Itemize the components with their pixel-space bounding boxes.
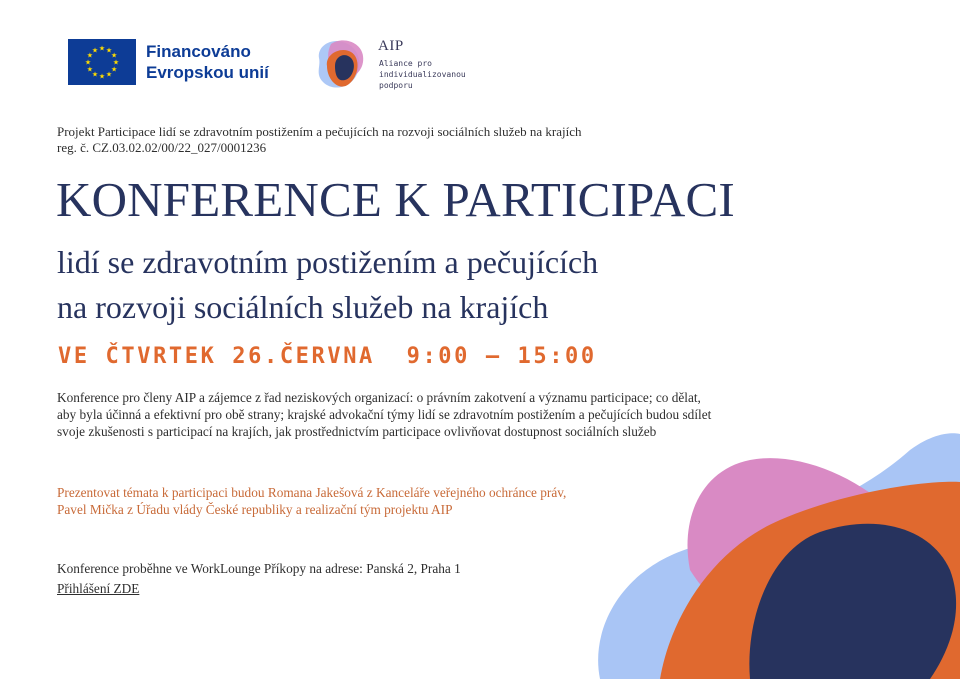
eu-label-line2: Evropskou unií: [146, 63, 269, 82]
aip-title: AIP: [378, 38, 404, 54]
registration-link[interactable]: Přihlášení ZDE: [57, 581, 140, 596]
eu-star-icon: ★: [86, 51, 94, 60]
speakers-info: [57, 484, 566, 518]
subtitle-line2: na rozvoji sociálních služeb na krajích: [57, 289, 549, 325]
eu-star-icon: ★: [105, 70, 113, 79]
eu-star-icon: ★: [84, 58, 92, 67]
page-subtitle: [57, 240, 598, 330]
project-info: [57, 124, 582, 156]
speakers-line1: Prezentovat témata k participaci budou Romana Jakešová z Kanceláře veřejného ochránce práv,: [57, 485, 567, 500]
description-line2: aby byla účinná a efektivní pro obě strany; krajské advokační týmy lidí se zdravotním postižením a pečujících budou sdílet: [57, 407, 712, 422]
project-reg-number: reg. č. CZ.03.02.02/00/22_027/0001236: [57, 140, 267, 155]
aip-sub-line1: Aliance pro: [379, 59, 432, 68]
eu-flag-icon: [68, 39, 136, 85]
eu-star-icon: ★: [91, 70, 99, 79]
eu-star-icon: ★: [98, 72, 106, 81]
aip-logo-icon: [313, 36, 373, 94]
event-date-time: VE ČTVRTEK 26.ČERVNA 9:00 – 15:00: [58, 344, 597, 369]
subtitle-line1: lidí se zdravotním postižením a pečujících: [57, 244, 599, 280]
speakers-line2: Pavel Mička z Úřadu vlády České republiky a realizační tým projektu AIP: [57, 502, 453, 517]
aip-sub-line3: podporu: [379, 81, 413, 90]
eu-star-icon: ★: [86, 65, 94, 74]
description-line3: svoje zkušenosti s participací na krajích, jak prostřednictvím participace ovlivňovat dostupnost sociálních služeb: [57, 424, 657, 439]
eu-star-icon: ★: [98, 44, 106, 53]
description-line1: Konference pro členy AIP a zájemce z řad neziskových organizací: o právním zakotvení a významu participace; co dělat,: [57, 390, 701, 405]
eu-star-icon: ★: [110, 65, 118, 74]
eu-label-line1: Financováno: [146, 42, 251, 61]
project-name: Projekt Participace lidí se zdravotním postižením a pečujících na rozvoji sociálních služeb na krajích: [57, 124, 582, 139]
eu-star-icon: ★: [91, 46, 99, 55]
eu-funding-label: [146, 41, 269, 83]
aip-sub-line2: individualizovanou: [379, 70, 466, 79]
eu-star-icon: ★: [110, 51, 118, 60]
eu-star-icon: ★: [112, 58, 120, 67]
eu-star-icon: ★: [105, 46, 113, 55]
page-title: KONFERENCE K PARTICIPACI: [56, 172, 735, 227]
aip-subtitle: [379, 58, 466, 91]
decorative-petals-graphic: [580, 420, 960, 679]
venue-info: Konference proběhne ve WorkLounge Příkopy na adrese: Panská 2, Praha 1: [57, 561, 461, 576]
